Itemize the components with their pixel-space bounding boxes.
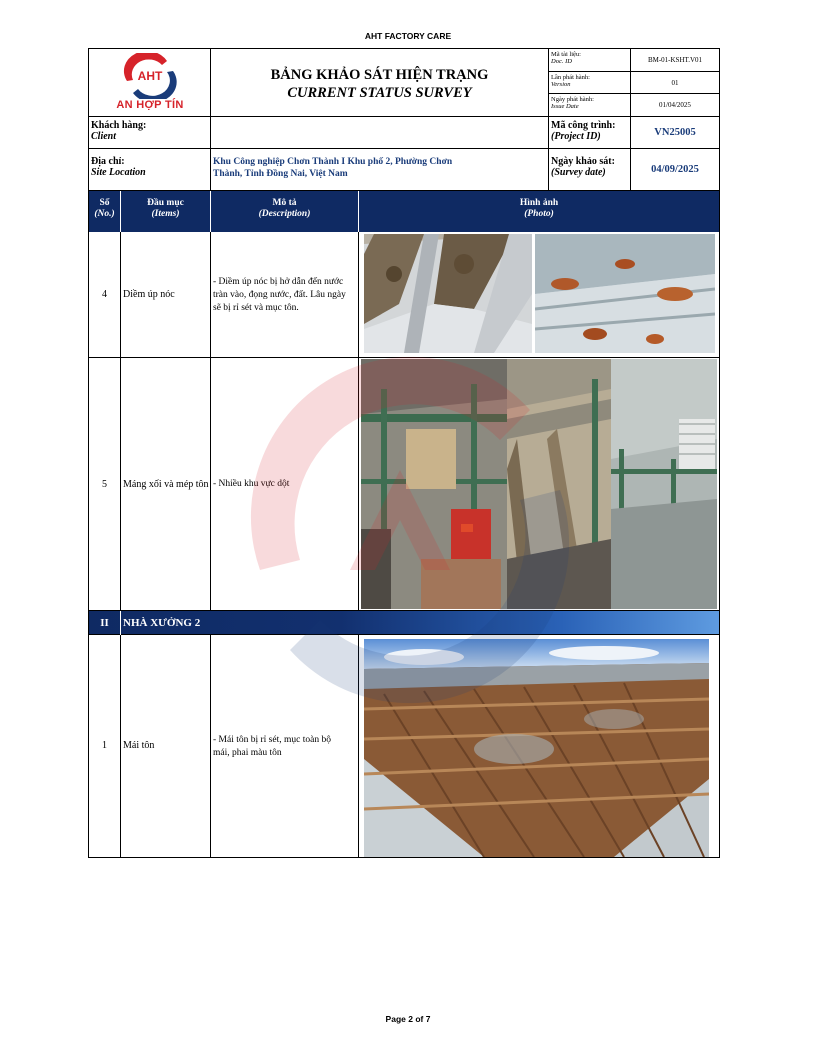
- survey-date-label-en: (Survey date): [551, 167, 606, 178]
- client-value: [211, 117, 549, 149]
- photo-ridge-cap-dirt: [364, 234, 532, 353]
- survey-date-label-vi: Ngày khảo sát:: [551, 156, 615, 167]
- row-description-line: tràn vào, đọng nước, đất. Lâu ngày: [213, 290, 346, 300]
- row-item: Diềm úp nóc: [121, 232, 211, 358]
- section-title: NHÀ XƯỞNG 2: [123, 617, 201, 629]
- client-label-vi: Khách hàng:: [91, 120, 147, 131]
- doc-id-label: [549, 49, 631, 72]
- project-id-label: [549, 117, 631, 149]
- row-description: [211, 635, 359, 857]
- site-address: [211, 149, 549, 191]
- site-address-line2: Thành, Tỉnh Đồng Nai, Việt Nam: [213, 169, 348, 179]
- col-no-en: (No.): [94, 209, 115, 219]
- site-label-vi: Địa chỉ:: [91, 156, 125, 167]
- doc-id-label-en: Doc. ID: [551, 58, 572, 65]
- section-header: [89, 611, 719, 635]
- row-number: 5: [89, 358, 121, 611]
- col-items: [121, 191, 211, 232]
- col-items-vi: Đầu mục: [147, 198, 184, 208]
- company-logo: [89, 49, 211, 117]
- row-description: [211, 358, 359, 611]
- photo-ridge-cap-rust: [535, 234, 715, 353]
- survey-date-value: 04/09/2025: [631, 149, 719, 191]
- issue-date-label-en: Issue Date: [551, 103, 579, 110]
- site-address-line1: Khu Công nghiệp Chơn Thành I Khu phố 2, Phường Chơn: [213, 157, 453, 167]
- version-label-vi: Lần phát hành:: [551, 74, 590, 81]
- row-description-line: - Diềm úp nóc bị hở dẫn đến nước: [213, 277, 344, 287]
- col-photo: [359, 191, 719, 232]
- col-items-en: (Items): [151, 209, 180, 219]
- photo-gutter-leak-2: [507, 359, 611, 609]
- row-description-line: - Nhiều khu vực dột: [213, 479, 290, 489]
- section-roman: II: [89, 611, 121, 635]
- site-label: [89, 149, 211, 191]
- row-number: 4: [89, 232, 121, 358]
- photo-rusted-roof: [364, 639, 709, 857]
- site-label-en: Site Location: [91, 167, 146, 178]
- title-english: CURRENT STATUS SURVEY: [287, 85, 472, 101]
- col-no-vi: Số: [99, 198, 110, 208]
- row-photo-cell: [359, 635, 719, 857]
- version-label-en: Version: [551, 81, 571, 88]
- page-footer: Page 2 of 7: [385, 1014, 431, 1024]
- project-id-label-vi: Mã công trình:: [551, 120, 616, 131]
- doc-id-value: BM-01-KSHT.V01: [631, 49, 719, 72]
- row-description: [211, 232, 359, 358]
- company-name: AN HỢP TÍN: [116, 99, 184, 111]
- photo-gutter-leak-1: [361, 359, 507, 609]
- col-photo-en: (Photo): [524, 209, 554, 219]
- title-vietnamese: BẢNG KHẢO SÁT HIỆN TRẠNG: [270, 67, 489, 83]
- version-label: [549, 72, 631, 94]
- table-header: [89, 191, 719, 232]
- row-item: Máng xối và mép tôn: [121, 358, 211, 611]
- row-description-line: sẽ bị rỉ sét và mục tôn.: [213, 303, 299, 313]
- issue-date-label-vi: Ngày phát hành:: [551, 96, 594, 103]
- row-number: 1: [89, 635, 121, 857]
- row-item: Mái tôn: [121, 635, 211, 857]
- client-label: [89, 117, 211, 149]
- col-description-vi: Mô tả: [272, 198, 297, 208]
- project-id-label-en: (Project ID): [551, 131, 601, 142]
- issue-date-value: 01/04/2025: [631, 94, 719, 117]
- survey-form: [88, 48, 720, 858]
- col-photo-vi: Hình ảnh: [519, 198, 559, 208]
- photo-gutter-leak-3: [611, 359, 717, 609]
- row-description-line: mái, phai màu tôn: [213, 748, 282, 758]
- aht-logo-icon: [121, 53, 179, 99]
- page-header: AHT FACTORY CARE: [364, 31, 452, 41]
- row-photo-cell: [359, 358, 719, 611]
- issue-date-label: [549, 94, 631, 117]
- row-description-line: - Mái tôn bị rỉ sét, mục toàn bộ: [213, 735, 331, 745]
- client-label-en: Client: [91, 131, 117, 142]
- row-photo-cell: [359, 232, 719, 358]
- version-value: 01: [631, 72, 719, 94]
- col-no: [89, 191, 121, 232]
- col-description: [211, 191, 359, 232]
- survey-date-label: [549, 149, 631, 191]
- col-description-en: (Description): [258, 209, 311, 219]
- logo-mark: AHT: [137, 69, 163, 83]
- project-id-value: VN25005: [631, 117, 719, 149]
- form-title: [211, 49, 549, 117]
- doc-id-label-vi: Mã tài liệu:: [551, 51, 581, 58]
